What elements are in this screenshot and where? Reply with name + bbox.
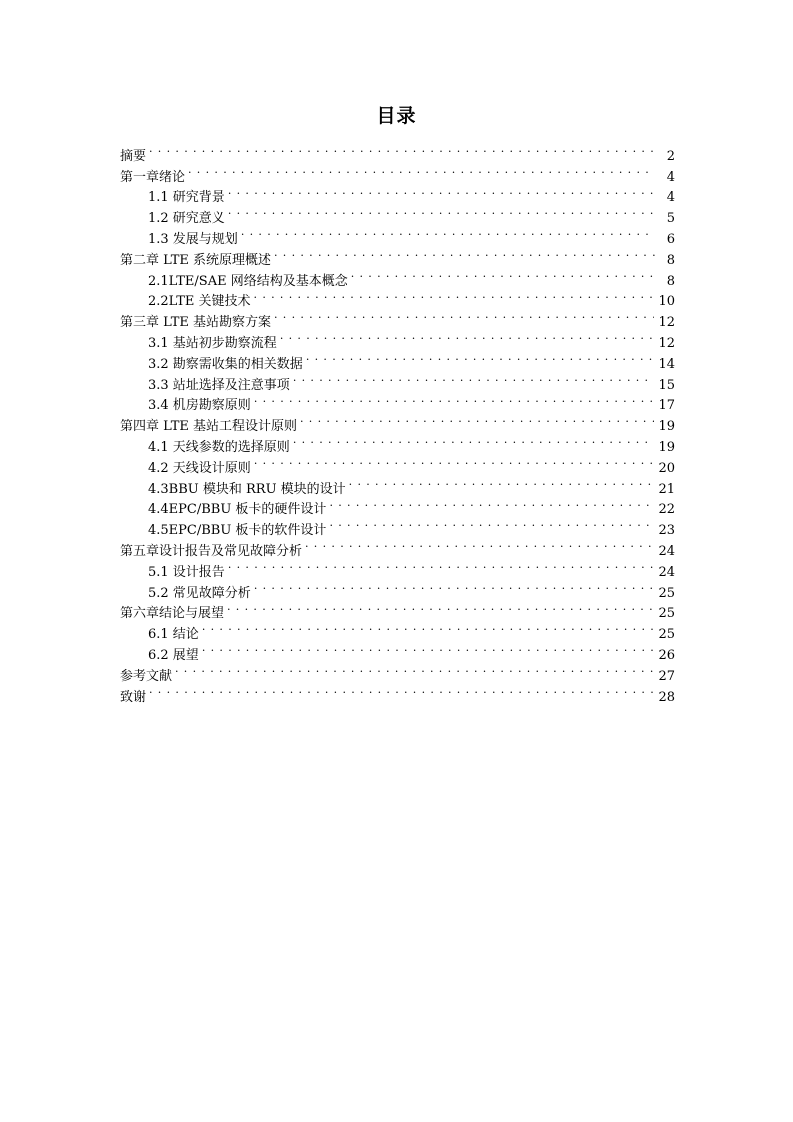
toc-entry-label: 第一章绪论 [120,169,186,185]
toc-dot-leader [175,659,654,680]
toc-entry[interactable] [120,139,675,164]
toc-dot-leader [254,285,655,306]
toc-title: 目录 [376,105,417,127]
toc-entry-label: 6.1 结论 [148,627,199,643]
toc-page-number: 12 [658,335,675,351]
toc-page-number: 26 [658,647,675,663]
toc-dot-leader [228,201,655,222]
toc-entry[interactable] [120,181,675,206]
toc-page-number: 15 [658,377,675,393]
toc-page-number: 28 [658,689,675,705]
toc-dot-leader [202,638,655,659]
toc-dot-leader [274,243,655,264]
toc-entry-label: 3.1 基站初步勘察流程 [148,335,277,351]
toc-page-number: 17 [658,398,675,414]
toc-page-number: 25 [658,585,675,601]
toc-page-number: 21 [658,481,675,497]
toc-entry-label: 1.3 发展与规划 [148,231,238,247]
toc-dot-leader [329,493,654,514]
toc-page-number: 25 [658,627,675,643]
toc-entry-label: 4.5EPC/BBU 板卡的软件设计 [148,523,327,539]
toc-entry-label: 3.2 勘察需收集的相关数据 [148,356,303,372]
toc-entry-label: 3.3 站址选择及注意事项 [148,377,290,393]
toc-page-number: 24 [658,564,675,580]
toc-entry-label: 第三章 LTE 基站勘察方案 [120,315,271,331]
toc-dot-leader [228,181,655,202]
toc-entry-label: 第六章结论与展望 [120,606,225,622]
toc-page-number: 6 [666,231,675,247]
toc-entry[interactable] [120,659,675,684]
toc-dot-leader [202,617,655,638]
toc-dot-leader [329,513,654,534]
toc-entry-label: 摘要 [120,148,147,164]
toc-entry-label: 4.4EPC/BBU 板卡的硬件设计 [148,502,327,518]
toc-dot-leader [254,451,655,472]
toc-page-number: 23 [658,523,675,539]
toc-entry-label: 4.1 天线参数的选择原则 [148,439,290,455]
toc-page-number: 24 [658,543,675,559]
toc-dot-leader [349,472,655,493]
toc-entry-label: 4.2 天线设计原则 [148,460,251,476]
toc-page-number: 8 [666,273,675,289]
toc-dot-leader [280,326,655,347]
toc-dot-leader [306,347,655,368]
toc-dot-leader [254,389,655,410]
toc-dot-leader [188,160,655,181]
toc-entry-label: 5.1 设计报告 [148,564,225,580]
toc-page-number: 20 [658,460,675,476]
toc-dot-leader [351,264,655,285]
toc-dot-leader [305,534,654,555]
toc-entry[interactable] [120,160,675,185]
toc-entry-label: 2.2LTE 关键技术 [148,294,251,310]
toc-dot-leader [293,368,655,389]
toc-dot-leader [227,597,654,618]
toc-entry-label: 1.1 研究背景 [148,190,225,206]
toc-page-number: 19 [658,439,675,455]
toc-page-number: 27 [658,668,675,684]
toc-page-number: 5 [666,211,675,227]
toc-page-number: 22 [658,502,675,518]
toc-entry-label: 第二章 LTE 系统原理概述 [120,252,271,268]
toc-entry-label: 3.4 机房勘察原则 [148,398,251,414]
toc-entry-label: 2.1LTE/SAE 网络结构及基本概念 [148,273,348,289]
toc-page-number: 19 [658,419,675,435]
toc-dot-leader [254,576,655,597]
toc-page-number: 4 [666,169,675,185]
toc-entry[interactable] [120,617,675,643]
toc-entry-label: 6.2 展望 [148,647,199,663]
toc-dot-leader [149,680,654,701]
toc-page-number: 25 [658,606,675,622]
toc-page-number: 8 [666,252,675,268]
toc-entry-label: 5.2 常见故障分析 [148,585,251,601]
toc-entry[interactable] [120,680,675,705]
toc-dot-leader [228,555,655,576]
toc-dot-leader [300,409,654,430]
toc-page-number: 10 [658,294,675,310]
table-of-contents [120,139,675,705]
toc-entry-label: 第四章 LTE 基站工程设计原则 [120,419,297,435]
toc-dot-leader [293,430,655,451]
toc-entry-label: 致谢 [120,689,147,705]
toc-page-number: 2 [666,148,675,164]
toc-page-number: 12 [658,315,675,331]
toc-entry-label: 1.2 研究意义 [148,211,225,227]
toc-entry[interactable] [120,638,675,663]
toc-page-number: 14 [658,356,675,372]
toc-dot-leader [149,139,655,160]
toc-page-number: 4 [666,190,675,206]
toc-dot-leader [241,222,655,243]
toc-entry-label: 第五章设计报告及常见故障分析 [120,543,303,559]
toc-dot-leader [274,305,654,326]
toc-entry-label: 4.3BBU 模块和 RRU 模块的设计 [148,481,346,497]
toc-entry-label: 参考文献 [120,668,173,684]
